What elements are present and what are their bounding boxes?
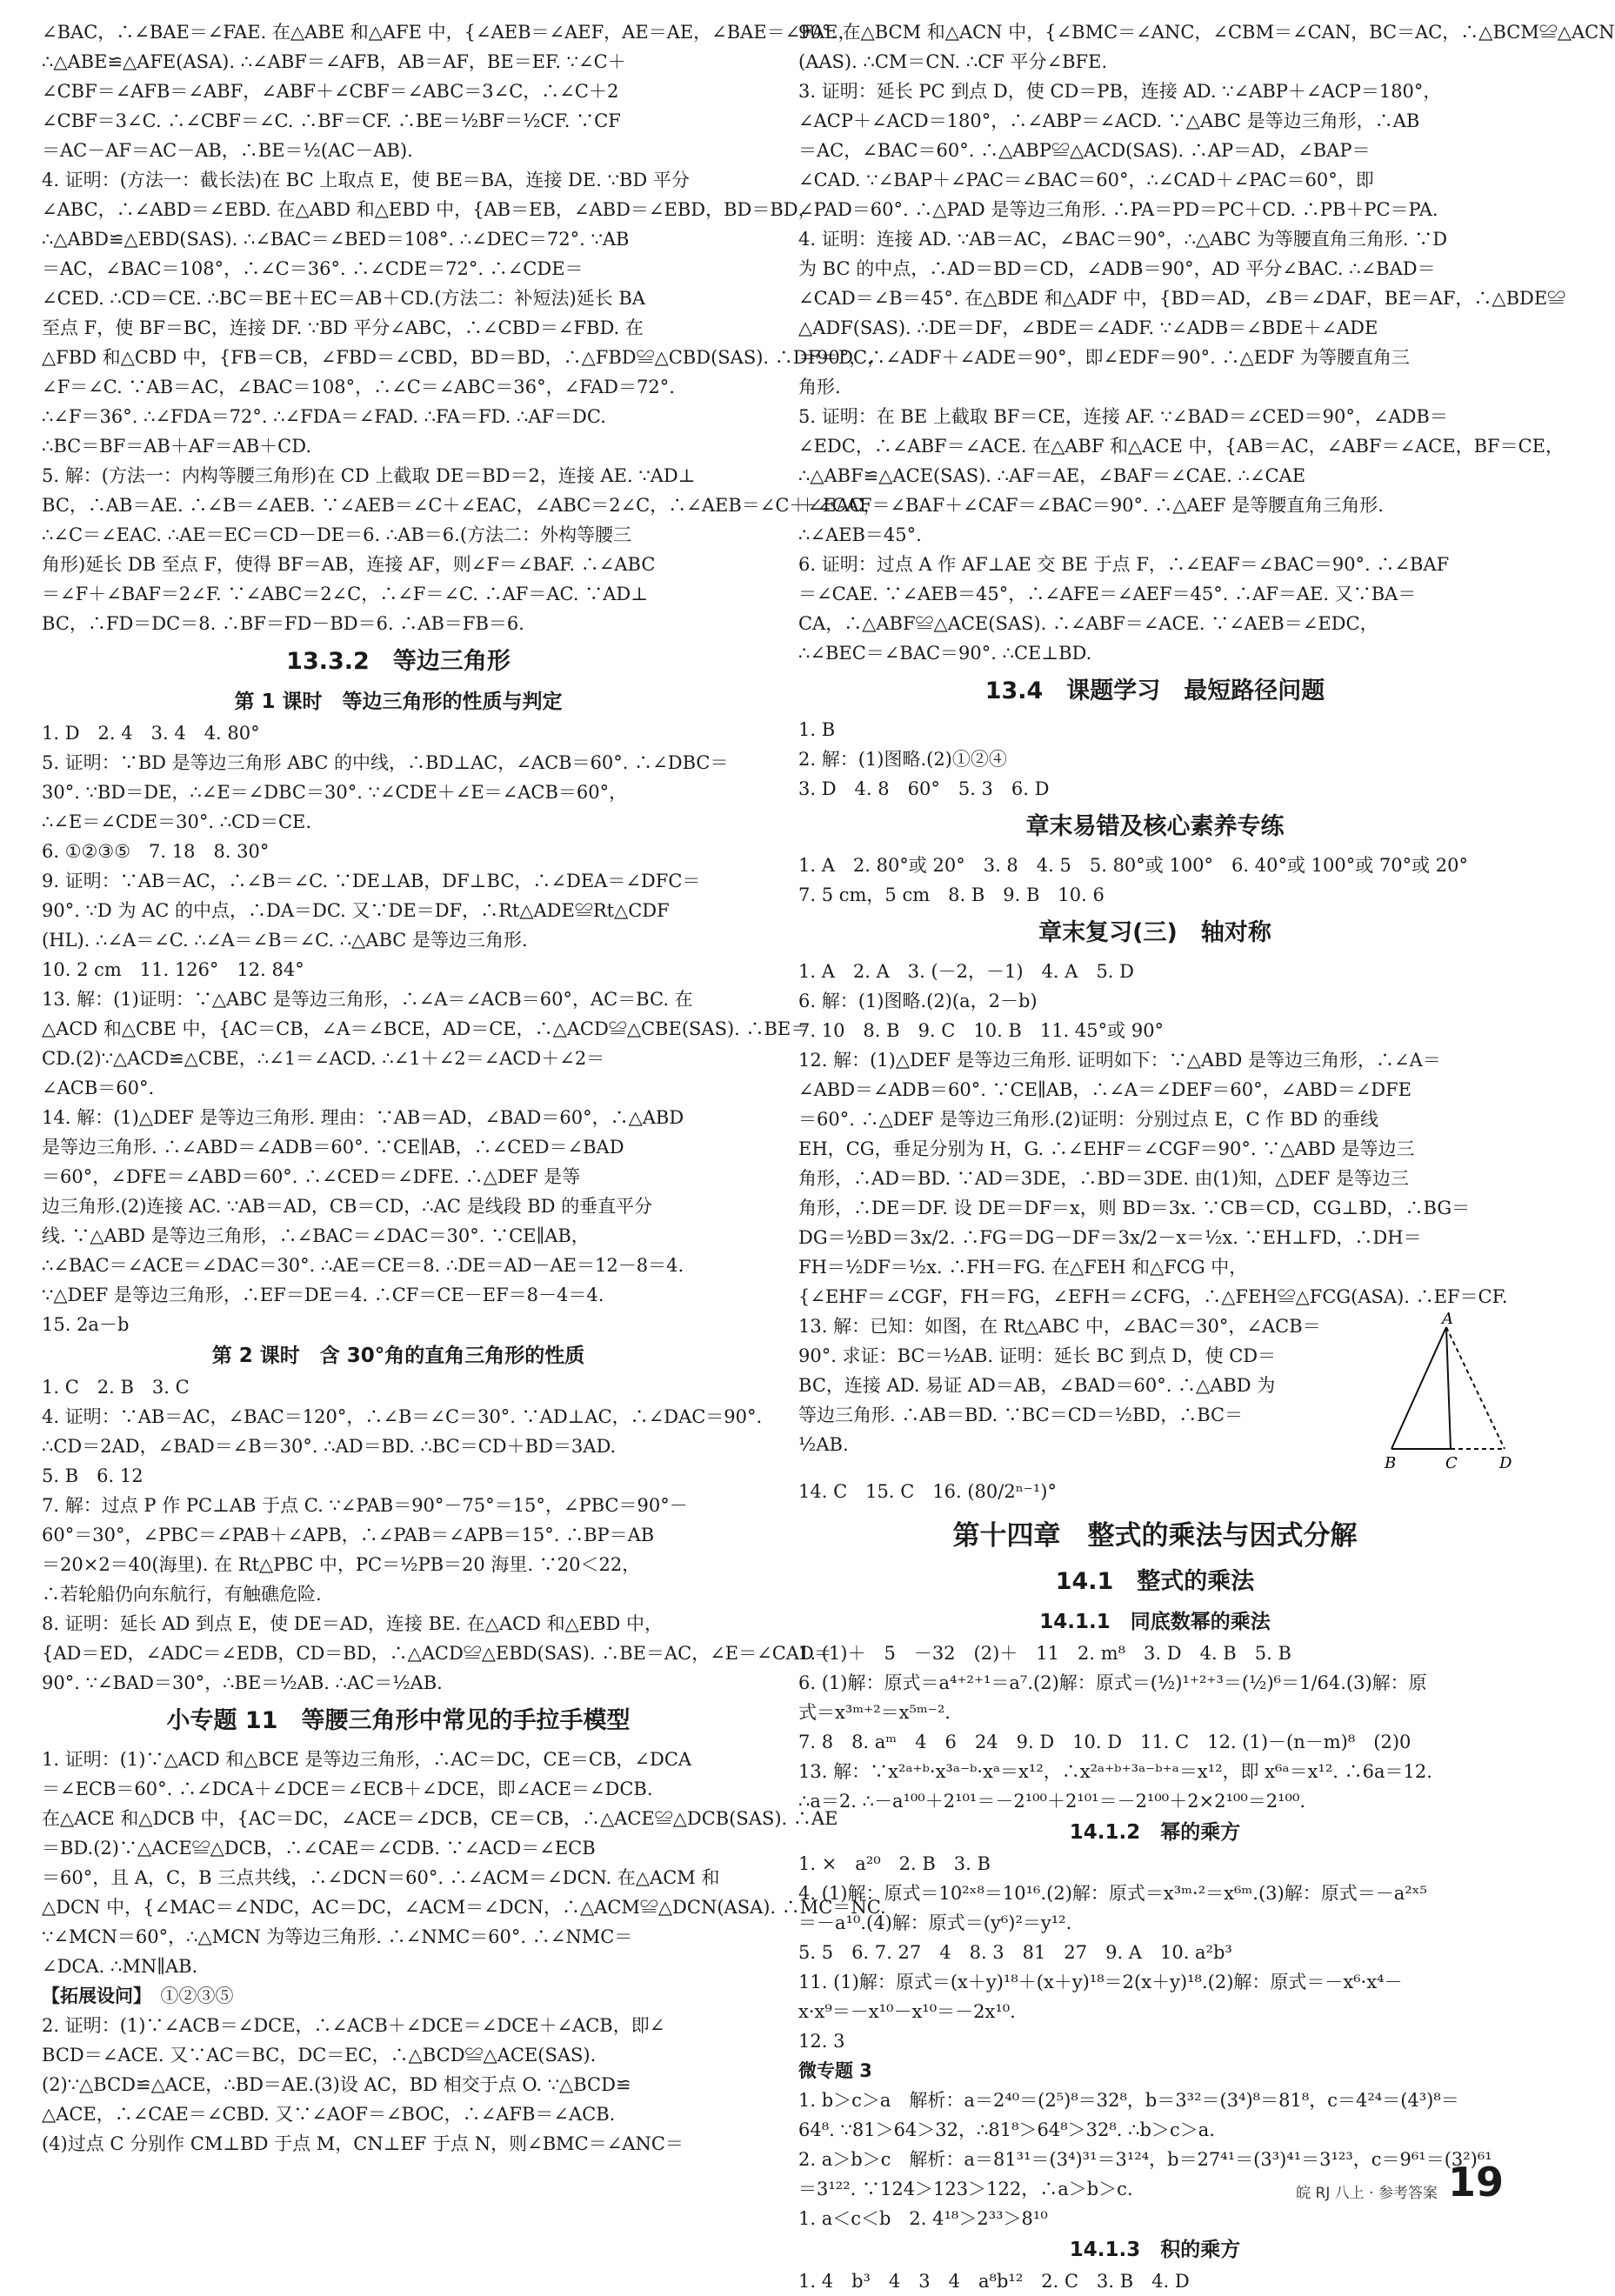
right-problem-5 [798, 402, 1564, 550]
text-line: 2. a＞b＞c 解析：a＝81³¹＝(3⁴)³¹＝3¹²⁴，b＝27⁴¹＝(3³)⁴¹＝3¹²³，c＝9⁶¹＝(3²)⁶¹ [798, 2149, 1492, 2170]
text-line: ＝AC－AF＝AC－AB，∴BE＝½(AC－AB). [42, 140, 413, 161]
text-line: (HL). ∴∠A＝∠C. ∴∠A＝∠B＝∠C. ∴△ABC 是等边三角形. [42, 930, 528, 951]
text-line: (4)过点 C 分别作 CM⊥BD 于点 M，CN⊥EF 于点 N，则∠BMC＝∠ANC＝ [42, 2133, 684, 2154]
text-line: 4. 证明：连接 AD. ∵AB＝AC，∠BAC＝90°，∴△ABC 为等腰直角三角形. ∵D [798, 229, 1448, 250]
text-line: ＝AC，∠BAC＝60°. ∴△ABP≌△ACD(SAS). ∴AP＝AD，∠BAP＝ [798, 140, 1371, 161]
triangle-figure [1381, 1312, 1512, 1477]
text-line: 90°. ∵∠BAD＝30°，∴BE＝½AB. ∴AC＝½AB. [42, 1672, 443, 1693]
text-line: 6. 证明：过点 A 作 AF⊥AE 交 BE 于点 F，∴∠EAF＝∠BAC＝90°. ∴∠BAF [798, 554, 1450, 575]
lesson-heading-2: 第 2 课时 含 30°角的直角三角形的性质 [211, 1345, 585, 1367]
section-heading-review: 章末复习(三) 轴对称 [1038, 919, 1271, 946]
text-line: ＝∠F＋∠BAF＝2∠F. ∵∠ABC＝2∠C，∴∠F＝∠C. ∴AF＝AC. ∵AD⊥ [42, 584, 648, 604]
text-line: ＝∠CAE. ∵∠AEB＝45°，∴∠AFE＝∠AEF＝45°. ∴AF＝AE. 又∵BA＝ [798, 584, 1417, 604]
text-line: 2. 解：(1)图略.(2)①②④ [798, 749, 1007, 770]
text-line: ∠F＝∠C. ∵AB＝AC，∠BAC＝108°，∴∠C＝∠ABC＝36°，∠FAD＝72°. [42, 377, 675, 397]
lesson-2-answers [42, 1372, 832, 1698]
right-problem-6 [798, 550, 1512, 668]
text-line: 13. 解：已知：如图，在 Rt△ABC 中，∠BAC＝30°，∠ACB＝ [798, 1316, 1321, 1337]
text-line: 13. 解：∵x²ᵃ⁺ᵇ·x³ᵃ⁻ᵇ·xᵃ＝x¹²，∴x²ᵃ⁺ᵇ⁺³ᵃ⁻ᵇ⁺ᵃ＝x¹²，即 x⁶ᵃ＝x¹². ∴6a＝12. [798, 1761, 1432, 1782]
text-line: 15. 2a－b [42, 1314, 130, 1335]
text-line: CA，∴△ABF≌△ACE(SAS). ∴∠ABF＝∠ACE. ∵∠AEB＝∠EDC， [798, 613, 1378, 634]
section-14-1-2-answers [798, 1849, 1512, 2056]
text-line: 4. 证明：∵AB＝AC，∠BAC＝120°，∴∠B＝∠C＝30°. ∵AD⊥AC，∴∠DAC＝90°. [42, 1406, 763, 1427]
text-line: 1. a＜c＜b 2. 4¹⁸＞2³³＞8¹⁰ [798, 2208, 1048, 2229]
chapter-14-heading: 第十四章 整式的乘法与因式分解 [952, 1520, 1358, 1552]
text-line: ∴∠BEC＝∠BAC＝90°. ∴CE⊥BD. [798, 643, 1092, 664]
text-line: 1. D 2. 4 3. 4 4. 80° [42, 723, 260, 744]
text-line: 8. 证明：延长 AD 到点 E，使 DE＝AD，连接 BE. 在△ACD 和△EBD 中， [42, 1613, 664, 1634]
text-line: 12. 解：(1)△DEF 是等边三角形. 证明如下：∵△ABD 是等边三角形，∴∠A＝ [798, 1050, 1441, 1071]
text-line: △ACD 和△CBE 中，{AC＝CB，∠A＝∠BCE，AD＝CE，∴△ACD≌△CBE(SAS). ∴BE＝ [42, 1018, 810, 1039]
text-line: 14. 解：(1)△DEF 是等边三角形. 理由：∵AB＝AD，∠BAD＝60°，∴△ABD [42, 1107, 684, 1128]
text-line: ∴∠C＝∠EAC. ∴AE＝EC＝CD－DE＝6. ∴AB＝6.(方法二：外构等腰三 [42, 524, 632, 545]
text-line: ∵△DEF 是等边三角形，∴EF＝DE＝4. ∴CF＝CE－EF＝8－4＝4. [42, 1285, 604, 1305]
text-line: 13. 解：(1)证明：∵△ABC 是等边三角形，∴∠A＝∠ACB＝60°，AC＝BC. 在 [42, 989, 693, 1010]
text-line: △ADF(SAS). ∴DE＝DF，∠BDE＝∠ADF. ∵∠ADB＝∠BDE＋∠ADE [798, 317, 1378, 338]
text-line: ∵∠MCN＝60°，∴△MCN 为等边三角形. ∴∠NMC＝60°. ∴∠NMC＝ [42, 1926, 633, 1947]
text-line: 7. 8 8. aᵐ 4 6 24 9. D 10. D 11. C 12. (1)－(n－m)⁸ (2)0 [798, 1732, 1411, 1752]
text-line: ∴∠BAC＝∠ACE＝∠DAC＝30°. ∴AE＝CE＝8. ∴DE＝AD－AE＝12－8＝4. [42, 1255, 684, 1276]
text-line: ∠DCA. ∴MN∥AB. [42, 1956, 198, 1977]
text-line: 至点 F，使 BF＝BC，连接 DF. ∵BD 平分∠ABC，∴∠CBD＝∠FBD. 在 [42, 317, 644, 338]
text-line: ∠CAD. ∵∠BAP＋∠PAC＝∠BAC＝60°，∴∠CAD＋∠PAC＝60°，即 [798, 170, 1374, 190]
section-heading-14-1-1: 14.1.1 同底数幂的乘法 [1039, 1611, 1271, 1633]
text-line: DG＝½BD＝3x/2. ∴FG＝DG－DF＝3x/2－x＝½x. ∵EH⊥FD，∴DH＝ [798, 1227, 1422, 1248]
text-line: (2)∵△BCD≌△ACE，∴BD＝AE.(3)设 AC，BD 相交于点 O. ∵△BCD≌ [42, 2074, 631, 2095]
text-line: 角形，∴AD＝BD. ∵AD＝3DE，∴BD＝3DE. 由(1)知，△DEF 是等边三 [798, 1168, 1409, 1189]
text-line: ∠CBF＝∠AFB＝∠ABF，∠ABF＋∠CBF＝∠ABC＝3∠C，∴∠C＋2 [42, 81, 619, 102]
right-problem-4 [798, 224, 1566, 402]
problem-13-with-figure [798, 1312, 1512, 1477]
text-line: 角形)延长 DB 至点 F，使得 BF＝AB，连接 AF，则∠F＝∠BAF. ∴∠ABC [42, 554, 656, 575]
text-line: ½AB. [798, 1434, 849, 1455]
text-line: 3. D 4. 8 60° 5. 3 6. D [798, 778, 1050, 799]
extension-line [42, 1981, 755, 2011]
text-line: ∴∠AEB＝45°. [798, 524, 922, 545]
label-a: A [1442, 1310, 1453, 1328]
page-number: 19 [1447, 2159, 1504, 2206]
text-line: 60°＝30°，∠PBC＝∠PAB＋∠APB，∴∠PAB＝∠APB＝15°. ∴BP＝AB [42, 1525, 655, 1545]
text-line: ∠ABC，∴∠ABD＝∠EBD. 在△ABD 和△EBD 中，{AB＝EB，∠ABD＝∠EBD，BD＝BD， [42, 199, 817, 220]
text-line: BC，∴AB＝AE. ∴∠B＝∠AEB. ∵∠AEB＝∠C＋∠EAC，∠ABC＝2∠C，∴∠AEB＝∠C＋∠EAC， [42, 495, 882, 516]
text-line: ∠ACP＋∠ACD＝180°，∴∠ABP＝∠ACD. ∵△ABC 是等边三角形，∴AB [798, 110, 1420, 131]
text-line: 边三角形.(2)连接 AC. ∵AB＝AD，CB＝CD，∴AC 是线段 BD 的垂直平分 [42, 1196, 653, 1217]
section-heading-14-1-3: 14.1.3 积的乘方 [1069, 2239, 1241, 2261]
text-line: 90°. 求证：BC＝½AB. 证明：延长 BC 到点 D，使 CD＝ [798, 1345, 1277, 1366]
text-line: 9. 证明：∵AB＝AC，∴∠B＝∠C. ∵DE⊥AB，DF⊥BC，∴∠DEA＝∠DFC＝ [42, 871, 701, 891]
text-line: ＝3¹²². ∵124＞123＞122，∴a＞b＞c. [798, 2179, 1133, 2199]
text-line: FH＝½DF＝½x. ∴FH＝FG. 在△FEH 和△FCG 中， [798, 1257, 1248, 1278]
text-line: 14. C 15. C 16. (80/2ⁿ⁻¹)° [798, 1481, 1057, 1502]
text-line: 1. 4 b³ 4 3 4 a⁸b¹² 2. C 3. B 4. D [798, 2271, 1190, 2292]
text-line: {AD＝ED，∠ADC＝∠EDB，CD＝BD，∴△ACD≌△EBD(SAS). ∴BE＝AC，∠E＝∠CAD＝ [42, 1643, 832, 1664]
text-line: 4. 证明：(方法一：截长法)在 BC 上取点 E，使 BE＝BA，连接 DE. ∵BD 平分 [42, 170, 690, 190]
text-line: 7. 5 cm，5 cm 8. B 9. B 10. 6 [798, 884, 1104, 905]
text-line: ∠BAC，∴∠BAE＝∠FAE. 在△ABE 和△AFE 中，{∠AEB＝∠AEF，AE＝AE，∠BAE＝∠FAE， [42, 22, 857, 43]
text-line: BC，连接 AD. 易证 AD＝AB，∠BAD＝60°. ∴△ABD 为 [798, 1375, 1276, 1396]
text-line: ∴∠E＝∠CDE＝30°. ∴CD＝CE. [42, 811, 312, 832]
text-line: 90°. ∵D 为 AC 的中点，∴DA＝DC. 又∵DE＝DF，∴Rt△ADE≌Rt△CDF [42, 900, 670, 921]
text-line: 30°. ∵BD＝DE，∴∠E＝∠DBC＝30°. ∵∠CDE＋∠E＝∠ACB＝60°， [42, 782, 628, 803]
problem-13-text [798, 1312, 1381, 1477]
text-line: ＝60°. ∴△DEF 是等边三角形.(2)证明：分别过点 E，C 作 BD 的垂线 [798, 1109, 1378, 1130]
text-line: ∴△ABE≌△AFE(ASA). ∴∠ABF＝∠AFB，AB＝AF，BE＝EF. ∵∠C＋ [42, 51, 626, 72]
text-line: ＝20×2＝40(海里). 在 Rt△PBC 中，PC＝½PB＝20 海里. ∵20＜22， [42, 1554, 641, 1575]
text-line: 角形. [798, 377, 841, 397]
text-line: 12. 3 [798, 2031, 845, 2052]
text-line: 7. 10 8. B 9. C 10. B 11. 45°或 90° [798, 1020, 1165, 1041]
text-line: ＝60°，∠DFE＝∠ABD＝60°. ∴∠CED＝∠DFE. ∴△DEF 是等 [42, 1166, 581, 1187]
text-line: ＝BD.(2)∵△ACE≌△DCB，∴∠CAE＝∠CDB. ∵∠ACD＝∠ECB [42, 1838, 596, 1859]
text-line: ∴a＝2. ∴－a¹⁰⁰＋2¹⁰¹＝－2¹⁰⁰＋2¹⁰¹＝－2¹⁰⁰＋2×2¹⁰⁰＝2¹⁰⁰. [798, 1791, 1306, 1812]
text-line: 式＝x³ᵐ⁺²＝x⁵ᵐ⁻². [798, 1702, 951, 1723]
text-line: 1. A 2. 80°或 20° 3. 8 4. 5 5. 80°或 100° 6. 40°或 100°或 70°或 20° [798, 855, 1469, 876]
text-line: (AAS). ∴CM＝CN. ∴CF 平分∠BFE. [798, 51, 1108, 72]
section-heading-14-1-2: 14.1.2 幂的乘方 [1069, 1821, 1241, 1844]
text-line: △DCN 中，{∠MAC＝∠NDC，AC＝DC，∠ACM＝∠DCN，∴△ACM≌△DCN(ASA). ∴MC＝NC. [42, 1897, 886, 1918]
book-meta: 皖 RJ 八上 · 参考答案 [1296, 2185, 1438, 2202]
text-line: ∠ABD＝∠ADB＝60°. ∵CE∥AB，∴∠A＝∠DEF＝60°，∠ABD＝∠DFE [798, 1079, 1412, 1100]
review-answers [798, 957, 1512, 1312]
text-line: 线. ∵△ABD 是等边三角形，∴∠BAC＝∠DAC＝30°. ∵CE∥AB， [42, 1225, 590, 1246]
text-line: 6. ①②③⑤ 7. 18 8. 30° [42, 841, 270, 862]
left-block-1 [42, 17, 857, 165]
text-line: ＝－a¹⁰.(4)解：原式＝(y⁶)²＝y¹². [798, 1912, 1072, 1933]
text-line: 3. 证明：延长 PC 到点 D，使 CD＝PB，连接 AD. ∵∠ABP＋∠ACP＝180°， [798, 81, 1442, 102]
text-line: ∴△ABF≌△ACE(SAS). ∴AF＝AE，∠BAF＝∠CAE. ∴∠CAE [798, 465, 1306, 486]
text-line: 为 BC 的中点，∴AD＝BD＝CD，∠ADB＝90°，AD 平分∠BAC. ∴∠BAD＝ [798, 258, 1436, 279]
text-line: ∠CBF＝3∠C. ∴∠CBF＝∠C. ∴BF＝CF. ∴BE＝½BF＝½CF. ∵CF [42, 110, 621, 131]
text-line: 10. 2 cm 11. 126° 12. 84° [42, 959, 304, 980]
text-line: 1. A 2. A 3. (－2，－1) 4. A 5. D [798, 961, 1134, 982]
label-b: B [1385, 1454, 1397, 1472]
section-heading-13-3-2: 13.3.2 等边三角形 [286, 648, 511, 675]
text-line: BCD＝∠ACE. 又∵AC＝BC，DC＝EC，∴△BCD≌△ACE(SAS). [42, 2045, 597, 2066]
text-line: CD.(2)∵△ACD≌△CBE，∴∠1＝∠ACD. ∴∠1＋∠2＝∠ACD＋∠2＝ [42, 1048, 605, 1069]
errors-answers [798, 851, 1512, 910]
text-line: △ACE，∴∠CAE＝∠CBD. 又∵∠AOF＝∠BOC，∴∠AFB＝∠ACB. [42, 2104, 616, 2125]
section-14-1-3-answers [798, 2266, 1512, 2296]
section-14-1-1-answers [798, 1639, 1512, 1816]
text-line: ∴CD＝2AD，∠BAD＝∠B＝30°. ∴AD＝BD. ∴BC＝CD＋BD＝3AD. [42, 1436, 617, 1457]
text-line: ＋∠CAF＝∠BAF＋∠CAF＝∠BAC＝90°. ∴△AEF 是等腰直角三角形. [798, 495, 1384, 516]
text-line: 1. (1)＋ 5 －32 (2)＋ 11 2. m⁸ 3. D 4. B 5. B [798, 1643, 1291, 1664]
text-line: ＝60°，且 A，C，B 三点共线，∴∠DCN＝60°. ∴∠ACM＝∠DCN. 在△ACM 和 [42, 1867, 720, 1888]
text-line: 5. B 6. 12 [42, 1465, 143, 1486]
text-line: 4. (1)解：原式＝10²ˣ⁸＝10¹⁶.(2)解：原式＝x³ᵐ·²＝x⁶ᵐ.(3)解：原式＝－a²ˣ⁵ [798, 1883, 1427, 1904]
text-line: 5. 证明：在 BE 上截取 BF＝CE，连接 AF. ∵∠BAD＝∠CED＝90°，∠ADB＝ [798, 406, 1448, 427]
lesson-heading-1: 第 1 课时 等边三角形的性质与判定 [234, 691, 563, 713]
section-13-4-answers [798, 715, 1512, 804]
page-footer [1296, 2159, 1504, 2206]
lesson-1-answers [42, 718, 810, 1339]
text-line: BC，∴FD＝DC＝8. ∴BF＝FD－BD＝6. ∴AB＝FB＝6. [42, 613, 524, 634]
text-line: 1. b＞c＞a 解析：a＝2⁴⁰＝(2⁵)⁸＝32⁸，b＝3³²＝(3⁴)⁸＝81⁸，c＝4²⁴＝(4³)⁸＝ [798, 2090, 1459, 2111]
section-heading-13-4: 13.4 课题学习 最短路径问题 [984, 677, 1325, 704]
topic-heading-11: 小专题 11 等腰三角形中常见的手拉手模型 [166, 1707, 631, 1734]
text-line: 2. 证明：(1)∵∠ACB＝∠DCE，∴∠ACB＋∠DCE＝∠DCE＋∠ACB，即∠ [42, 2015, 665, 2036]
right-block-1 [798, 17, 1615, 77]
text-line: ＝∠ECB＝60°. ∴∠DCA＋∠DCE＝∠ECB＋∠DCE，即∠ACE＝∠DCB. [42, 1779, 653, 1799]
text-line: 6. (1)解：原式＝a⁴⁺²⁺¹＝a⁷.(2)解：原式＝(½)¹⁺²⁺³＝(½)⁶＝1/64.(3)解：原 [798, 1672, 1427, 1693]
label-d: D [1499, 1454, 1512, 1472]
right-problem-3 [798, 77, 1512, 224]
text-line: ∠ACB＝60°. [42, 1078, 155, 1098]
section-heading-14-1: 14.1 整式的乘法 [1055, 1568, 1255, 1595]
text-line: 5. 证明：∵BD 是等边三角形 ABC 的中线，∴BD⊥AC，∠ACB＝60°. ∴∠DBC＝ [42, 752, 729, 773]
text-line: 64⁸. ∵81＞64＞32，∴81⁸＞64⁸＞32⁸. ∴b＞c＞a. [798, 2119, 1215, 2140]
text-line: 1. B [798, 719, 836, 740]
right-column [798, 17, 1615, 2296]
text-line: 5. 解：(方法一：内构等腰三角形)在 CD 上截取 DE＝BD＝2，连接 AE. ∵AD⊥ [42, 465, 696, 486]
text-line: 11. (1)解：原式＝(x＋y)¹⁸＋(x＋y)¹⁸＝2(x＋y)¹⁸.(2)解：原式＝－x⁶·x⁴－ [798, 1972, 1403, 1992]
edge-ad-dashed [1446, 1327, 1505, 1449]
text-line: 在△ACE 和△DCB 中，{AC＝DC，∠ACE＝∠DCB，CE＝CB，∴△ACE≌△DCB(SAS). ∴AE [42, 1808, 838, 1829]
label-c: C [1445, 1454, 1458, 1472]
text-line: 是等边三角形. ∴∠ABD＝∠ADB＝60°. ∵CE∥AB，∴∠CED＝∠BAD [42, 1137, 624, 1158]
text-line: 6. 解：(1)图略.(2)(a，2－b) [798, 991, 1038, 1011]
extension-answer: ①②③⑤ [160, 1986, 234, 2006]
edge-ac [1446, 1327, 1451, 1449]
text-line: ∴∠F＝36°. ∴∠FDA＝72°. ∴∠FDA＝∠FAD. ∴FA＝FD. ∴AF＝DC. [42, 406, 606, 427]
text-line: 1. × a²⁰ 2. B 3. B [798, 1853, 991, 1874]
extension-tag: 【拓展设问】 [42, 1986, 143, 2006]
text-line: 90°. 在△BCM 和△ACN 中，{∠BMC＝∠ANC，∠CBM＝∠CAN，BC＝AC，∴△BCM≌△ACN [798, 22, 1615, 43]
text-line: ∴若轮船仍向东航行，有触礁危险. [42, 1584, 322, 1605]
text-line: EH，CG，垂足分别为 H，G. ∴∠EHF＝∠CGF＝90°. ∵△ABD 是等边三 [798, 1138, 1415, 1159]
text-line: 角形，∴DE＝DF. 设 DE＝DF＝x，则 BD＝3x. ∵CB＝CD，CG⊥BD，∴BG＝ [798, 1198, 1471, 1218]
text-line: 5. 5 6. 7. 27 4 8. 3 81 27 9. A 10. a²b³ [798, 1942, 1232, 1963]
text-line: {∠EHF＝∠CGF，FH＝FG，∠EFH＝∠CFG，∴△FEH≌△FCG(ASA). ∴EF＝CF. [798, 1286, 1508, 1307]
micro-topic-3-heading: 微专题 3 [798, 2060, 872, 2081]
section-heading-errors: 章末易错及核心素养专练 [1025, 813, 1285, 840]
text-line: ∠CAD＝∠B＝45°. 在△BDE 和△ADF 中，{BD＝AD，∠B＝∠DAF，BE＝AF，∴△BDE≌ [798, 288, 1566, 309]
text-line: 1. 证明：(1)∵△ACD 和△BCE 是等边三角形，∴AC＝DC，CE＝CB，∠DCA [42, 1749, 692, 1770]
text-line: ∠PAD＝60°. ∴△PAD 是等边三角形. ∴PA＝PD＝PC＋CD. ∴PB＋PC＝PA. [798, 199, 1438, 220]
text-line: x·x⁹＝－x¹⁰－x¹⁰＝－2x¹⁰. [798, 2001, 1016, 2022]
text-line: ∠CED. ∴CD＝CE. ∴BC＝BE＋EC＝AB＋CD.(方法二：补短法)延长 BA [42, 288, 645, 309]
text-line: ∴△ABD≌△EBD(SAS). ∴∠BAC＝∠BED＝108°. ∴∠DEC＝72°. ∵AB [42, 229, 630, 250]
text-line: 等边三角形. ∴AB＝BD. ∵BC＝CD＝½BD，∴BC＝ [798, 1405, 1244, 1425]
text-line: 7. 解：过点 P 作 PC⊥AB 于点 C. ∵∠PAB＝90°－75°＝15°，∠PBC＝90°－ [42, 1495, 688, 1516]
text-line: △FBD 和△CBD 中，{FB＝CB，∠FBD＝∠CBD，BD＝BD，∴△FBD≌△CBD(SAS). ∴DF＝DC， [42, 347, 886, 368]
text-line: ＝90°，∴∠ADF＋∠ADE＝90°，即∠EDF＝90°. ∴△EDF 为等腰直角三 [798, 347, 1411, 368]
text-line: ＝AC，∠BAC＝108°，∴∠C＝36°. ∴∠CDE＝72°. ∴∠CDE＝ [42, 258, 584, 279]
text-line: ∠EDC，∴∠ABF＝∠ACE. 在△ABF 和△ACE 中，{AB＝AC，∠ABF＝∠ACE，BF＝CE， [798, 436, 1564, 457]
micro-topic-3-answers [798, 2086, 1512, 2233]
text-line: ∴BC＝BF＝AB＋AF＝AB＋CD. [42, 436, 312, 457]
text-line: 1. C 2. B 3. C [42, 1377, 190, 1398]
edge-ab [1391, 1327, 1446, 1449]
